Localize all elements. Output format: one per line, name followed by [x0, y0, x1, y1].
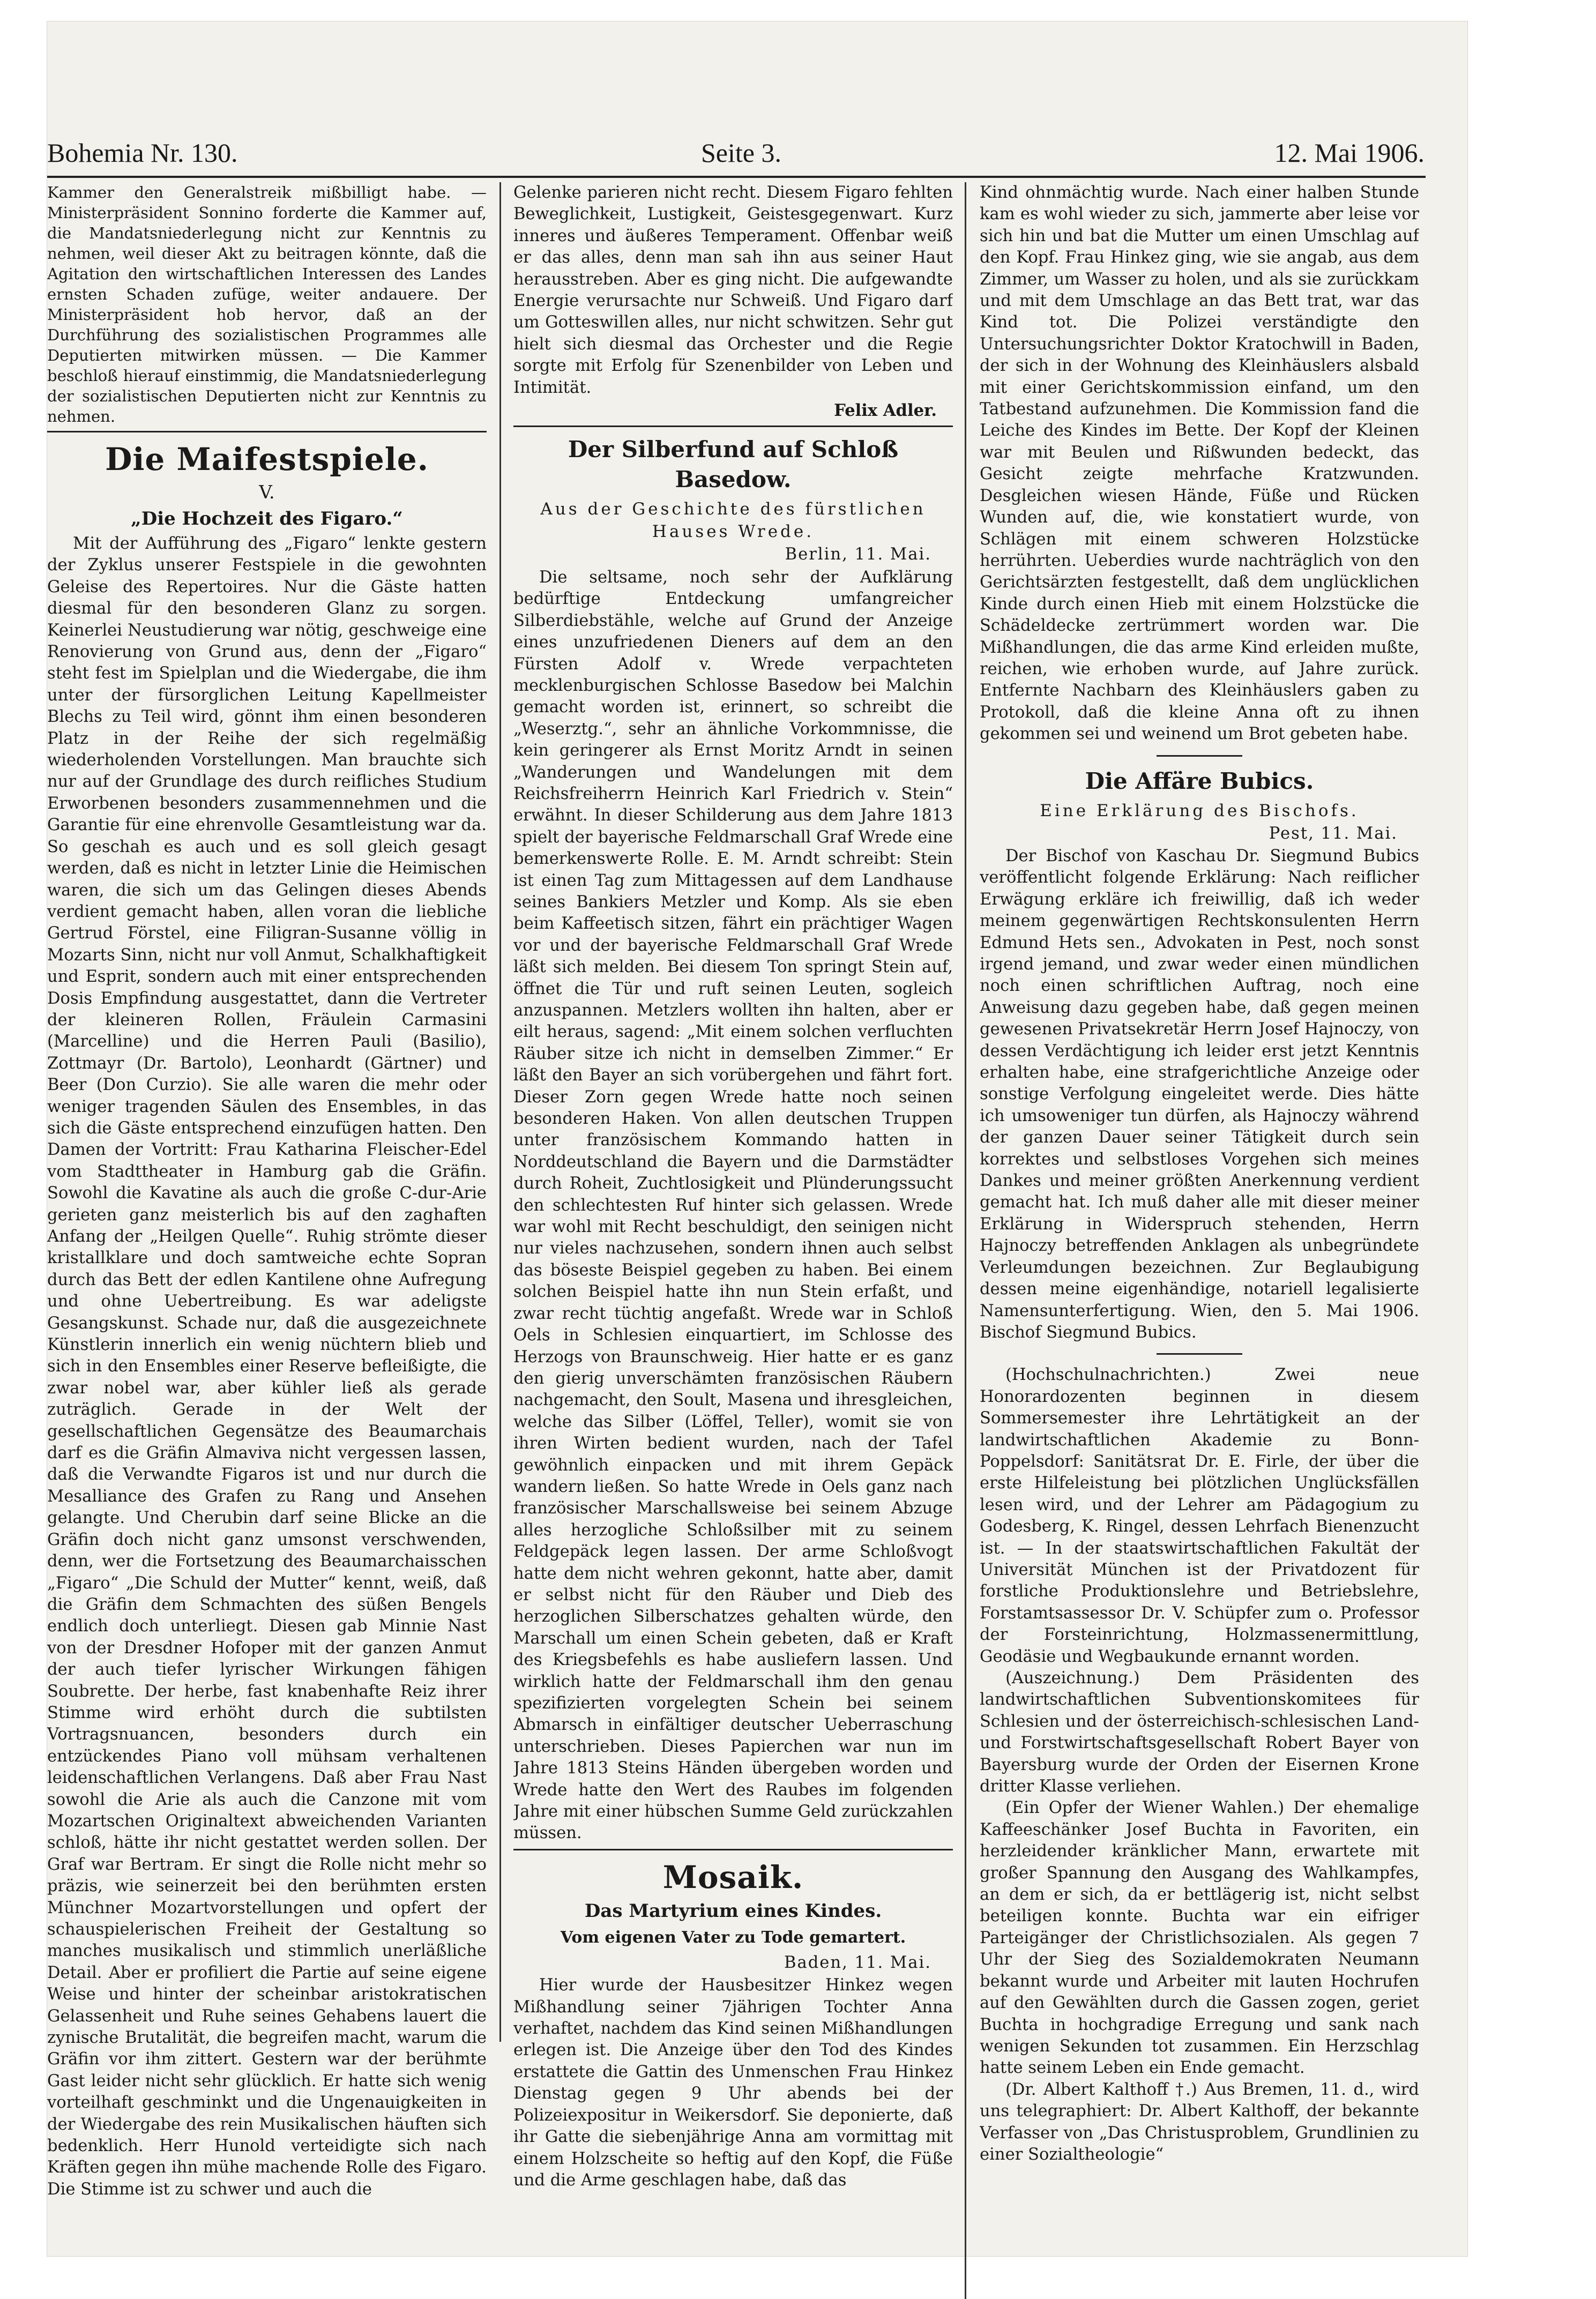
column-1: [47, 182, 487, 2203]
col2-top-text: Gelenke parieren nicht recht. Diesem Figaro fehlten Beweglichkeit, Lustigkeit, Geistesgegenwart. Kurz inneres und äußeres Temperament. Offenbar weiß er das alles, denn man sah ihn aus seiner Haut herausstreben. Aber es ging nicht. Die aufgewandte Energie verursachte nur Schweiß. Und Figaro darf um Gotteswillen alles, nur nicht schwitzen. Sehr gut hielt sich diesmal das Orchester und die Regie sorgte mit Erfolg für Szenenbilder von Leben und Intimität.: [513, 183, 953, 397]
article-dateline-berlin: Berlin, 11. Mai.: [785, 545, 931, 564]
article-paragraph: Mit der Aufführung des „Figaro“ lenkte gestern der Zyklus unserer Festspiele in die gewohnten Geleise des Repertoires. Nur die Gäste hatten diesmal für den besonderen Glanz zu sorgen. Keinerlei Neustudierung war nötig, geschweige eine Renovierung von Grund aus, denn der „Figaro“ steht fest im Spielplan und die Wiedergabe, die ihm unter der fürsorglichen Leitung Kapellmeister Blechs zu Teil wird, gönnt ihm einen besonderen Platz in der Reihe der sich regelmäßig wiederholenden Vorstellungen. Man brauchte sich nur auf der Grundlage des durch reifliches Studium Erworbenen besonders zusammennehmen und die Garantie für eine ehrenvolle Gesamtleistung war da. So geschah es auch und es soll gleich gesagt werden, daß es nicht in letzter Linie die Heimischen waren, die sich um das Gelingen dieses Abends verdient gemacht haben, allen voran die liebliche Gertrud Förstel, eine Filigran-Susanne völlig in Mozarts Sinn, nicht nur voll Anmut, Schalkhaftigkeit und Esprit, sondern auch mit einer entsprechenden Dosis Empfindung ausgestattet, dann die Vertreter der kleineren Rollen, Fräulein Carmasini (Marcelline) und die Herren Pauli (Basilio), Zottmayr (Dr. Bartolo), Leonhardt (Gärtner) und Beer (Don Curzio). Sie alle waren die mehr oder weniger tragenden Säulen des Ensembles, in das sich die Gäste entsprechend einzufügen hatten. Den Damen der Vortritt: Frau Katharina Fleischer-Edel vom Stadttheater in Hamburg gab die Gräfin. Sowohl die Kavatine als auch die große C-dur-Arie gerieten ganz meisterlich bis auf den zaghaften Anfang der „Heilgen Quelle“. Ruhig strömte dieser kristallklare und doch samtweiche echte Sopran durch das Bett der edlen Kantilene ohne Aufregung und ohne Uebertreibung. Es war adeligste Gesangskunst. Schade nur, daß die ausgezeichnete Künstlerin innerlich ein wenig nüchtern blieb und sich in den Ensembles einer Reserve befleißigte, die zwar nobel war, aber kühler ließ als gerade zuträglich. Gerade in der Welt der gesellschaftlichen Gegensätze des Beaumarchais darf es die Gräfin Almaviva nicht vergessen lassen, daß die Verwandte Figaros ist und nur durch die Mesalliance des Grafen zu Rang und Ansehen gelangte. Und Cherubin darf seine Blicke an die Gräfin doch nicht ganz umsonst verschwenden, denn, wer die Fortsetzung des Beaumarchaisschen „Figaro“ „Die Schuld der Mutter“ kennt, weiß, daß die Gräfin dem Schmachten des süßen Bengels endlich doch unterliegt. Diesen gab Minnie Nast von der Dresdner Hofoper mit der ganzen Anmut der auch tiefer lyrischer Wirkungen fähigen Soubrette. Der herbe, fast knabenhafte Reiz ihrer Stimme wird erhöht durch die subtilsten Vortragsnuancen, besonders durch ein entzückendes Piano voll mühsam verhaltenen leidenschaftlichen Verlangens. Daß aber Frau Nast sowohl die Arie als auch die Canzone mit vom Mozartschen Originaltext abweichenden Varianten schloß, hätte ihr nicht gestattet werden sollen. Der Graf war Bertram. Er singt die Rolle nicht mehr so präzis, wie seinerzeit bei den berühmten ersten Münchner Mozartvorstellungen und opfert der schauspielerischen Freiheit der Gestaltung so manches musikalisch und stimmlich unerläßliche Detail. Aber er profiliert die Partie auf seine eigene Weise und hinter der scheinbar aristokratischen Gelassenheit und Ruhe seines Gehabens lauert die zynische Brutalität, die begreifen macht, warum die Gräfin vor ihm zittert. Gestern war der berühmte Gast leider nicht sehr glücklich. Er hatte sich wenig vorteilhaft geschminkt und die Ungenauigkeiten in der Wiedergabe des rein Musikalischen häuften sich bedenklich. Herr Hunold verteidigte sich nach Kräften gegen ihn mühe machende Rolle des Figaro. Die Stimme ist zu schwer und auch die: [47, 534, 487, 2199]
article-subtitle-bischof: Eine Erklärung des Bischofs.: [1040, 801, 1359, 820]
column-3: [980, 182, 1419, 2203]
col3-top-text: Kind ohnmächtig wurde. Nach einer halben Stunde kam es wohl wieder zu sich, jammerte aber leise vor sich hin und bat die Mutter um einen Umschlag auf den Kopf. Frau Hinkez ging, wie sie angab, aus dem Zimmer, um Wasser zu holen, und als sie zurückkam und mit dem Umschlage an das Bett trat, war das Kind tot. Die Polizei verständigte den Untersuchungsrichter Doktor Kratochwill in Baden, der sich in der Wohnung des Kleinhäuslers alsbald mit einer Gerichtskommission einfand, um den Tatbestand aufzunehmen. Die Kommission fand die Leiche des Kindes im Bette. Der Kopf der Kleinen war mit Beulen und Rißwunden bedeckt, das Gesicht zeigte mehrfache Kratzwunden. Desgleichen wiesen Hände, Füße und Rücken Wunden auf, die, wie konstatiert wurde, von Schlägen mit einem schweren Holzstücke herrührten. Ueberdies wurde nachträglich von den Gerichtsärzten festgestellt, daß dem unglücklichen Kinde durch einen Hieb mit einem Holzstücke die Schädeldecke zertrümmert worden war. Die Mißhandlungen, die das arme Kind erleiden mußte, reichen, wie erhoben wurde, auf Jahre zurück. Entfernte Nachbarn des Kleinhäuslers gaben zu Protokoll, daß die kleine Anna oft zu ihnen gekommen sei und weinend um Brot gebeten habe.: [980, 183, 1419, 744]
header-page-number: Seite 3.: [701, 138, 781, 168]
news-note: (Dr. Albert Kalthoff †.) Aus Bremen, 11. d., wird uns telegraphiert: Dr. Albert Kalthoff, der bekannte Verfasser von „Das Christusproblem, Grundlinien zu einer Sozialtheologie“: [980, 2080, 1419, 2164]
section-rule: [513, 1849, 953, 1850]
page-header: [47, 133, 1425, 176]
header-rule: [47, 176, 1426, 178]
column-divider-2: [965, 182, 966, 2299]
article-paragraph: Die seltsame, noch sehr der Aufklärung bedürftige Entdeckung umfangreicher Silberdiebstähle, welche auf Grund der Anzeige eines unzufriedenen Dieners auf dem an den Fürsten Adolf v. Wrede verpachteten mecklenburgischen Schlosse Basedow bei Malchin gemacht worden ist, erinnert, so schreibt die „Weserztg.“, sehr an ähnliche Vorkommnisse, die kein geringerer als Ernst Moritz Arndt in seinen „Wanderungen und Wandelungen mit dem Reichsfreiherrn Heinrich Karl Friedrich v. Stein“ erwähnt. In dieser Schilderung aus dem Jahre 1813 spielt der bayerische Feldmarschall Graf Wrede eine bemerkenswerte Rolle. E. M. Arndt schreibt: Stein ist einen Tag zum Mittagessen auf dem Landhause seines Bankiers Metzler und Komp. Als sie eben beim Kaffeetisch sitzen, fährt ein prächtiger Wagen vor und der bayerische Feldmarschall Graf Wrede läßt sich melden. Bei diesem Ton springt Stein auf, öffnet die Tür und ruft seinen Leuten, sogleich anzuspannen. Metzlers wollten ihn halten, aber er eilt heraus, sagend: „Mit einem solchen verfluchten Räuber sitze ich nicht in demselben Zimmer.“ Er läßt den Bayer an sich vorübergehen und fährt fort. Dieser Zorn gegen Wrede hatte noch seinen besonderen Haken. Von allen deutschen Truppen unter französischem Kommando hatten in Norddeutschland die Bayern und die Darmstädter durch Roheit, Zuchtlosigkeit und Plünderungssucht den schlechtesten Ruf hinter sich gelassen. Wrede war wohl mit Recht beschuldigt, den seinigen nicht nur vieles nachzusehen, sondern ihnen auch selbst das böseste Beispiel gegeben zu haben. Bei einem solchen Beispiel hatte ihn nun Stein erfaßt, und zwar recht tüchtig angefaßt. Wrede war in Schloß Oels in Schlesien einquartiert, im Schlosse des Herzogs von Braunschweig. Hier hatte er es ganz den gierig unverschämten französischen Räubern nachgemacht, den Soult, Masena und ihresgleichen, welche das Silber (Löffel, Teller), womit sie von ihren Wirten bedient wurden, nach der Tafel gewöhnlich einpacken und mit ihrem Gepäck wandern ließen. So hatte Wrede in Oels ganz nach französischer Marschallsweise bei seinem Abzuge alles herzogliche Schloßsilber mit zu seinem Feldgepäck legen lassen. Der arme Schloßvogt hatte dem nicht wehren gekonnt, hatte aber, damit er selbst nicht für den Räuber und Dieb des herzoglichen Silberschatzes gehalten würde, den Marschall um einen Schein gebeten, daß er Kraft des Kriegsbefehls es habe ausliefern lassen. Und wirklich hatte der Feldmarschall ihm den genau spezifizierten vorgelegten Schein bei seinem Abmarsch in einfältiger deutscher Ueberraschung unterschrieben. Dieses Papierchen war nun im Jahre 1813 Steins Händen übergeben worden und Wrede hatte den Wert des Raubes im folgenden Jahre mit einer hübschen Summe Geld zurückzahlen müssen.: [513, 568, 953, 1843]
col1-top-text: Kammer den Generalstreik mißbilligt habe. — Ministerpräsident Sonnino forderte die Kammer auf, die Mandatsniederlegung nicht zur Kenntnis zu nehmen, weil dieser Akt zu beitragen könnte, daß die Agitation den wirtschaftlichen Interessen des Landes ernsten Schaden zufüge, weiter andauere. Der Ministerpräsident hob hervor, daß an der Durchführung des sozialistischen Programmes alle Deputierten mitwirken müssen. — Die Kammer beschloß hierauf einstimmig, die Mandatsniederlegung der sozialistischen Deputierten nicht zur Kenntnis zu nehmen.: [47, 183, 487, 426]
article-title-silberfund: Der Silberfund auf Schloß Basedow.: [568, 436, 899, 493]
article-paragraph: Der Bischof von Kaschau Dr. Siegmund Bubics veröffentlicht folgende Erklärung: Nach reiflicher Erwägung erkläre ich freiwillig, daß ich weder meinem gegenwärtigen Rechtskonsulenten Herrn Edmund Hets sen., Advokaten in Pest, noch sonst irgend jemand, und zwar weder einen mündlichen noch einen schriftlichen Auftrag, noch eine Anweisung dazu gegeben habe, daß gegen meinen gewesenen Privatsekretär Herrn Josef Hajnoczy, von dessen Verdächtigung ich leider erst jetzt Kenntnis erhalten habe, eine strafgerichtliche Anzeige oder sonstige Verfolgung eingeleitet werde. Dies hätte ich umsoweniger tun dürfen, als Hajnoczy während der ganzen Dauer seiner Tätigkeit durch sein korrektes und selbstloses Vorgehen sich meines Dankes und meiner größten Anerkennung verdient gemacht hat. Ich muß daher alle mit dieser meiner Erklärung in Widerspruch stehenden, Herrn Hajnoczy betreffenden Anklagen als unbegründete Verleumdungen bezeichnen. Zur Beglaubigung dessen meine eigenhändige, notariell legalisierte Namensunterfertigung. Wien, den 5. Mai 1906. Bischof Siegmund Bubics.: [980, 846, 1419, 1342]
article-title-bubics: Die Affäre Bubics.: [1085, 767, 1314, 794]
section-rule: [513, 426, 953, 427]
article-subtitle-figaro: „Die Hochzeit des Figaro.“: [131, 508, 403, 529]
author-signature: Felix Adler.: [834, 401, 937, 421]
column-2: [513, 182, 953, 2203]
article-paragraph: Hier wurde der Hausbesitzer Hinkez wegen Mißhandlung seiner 7jährigen Tochter Anna verhaftet, nachdem das Kind seinen Mißhandlungen erlegen ist. Die Anzeige über den Tod des Kindes erstattete die Gattin des Unmenschen Frau Hinkez Dienstag gegen 9 Uhr abends bei der Polizeiexpositur in Weikersdorf. Sie deponierte, daß ihr Gatte die siebenjährige Anna am vormittag mit einem Holzscheite so heftig auf den Kopf, die Füße und die Arme geschlagen habe, daß das: [513, 1976, 953, 2190]
header-date: 12. Mai 1906.: [1274, 138, 1425, 168]
article-subtitle-wrede: Aus der Geschichte des fürstlichen Hauses Wrede.: [540, 499, 926, 542]
section-rule: [47, 431, 487, 432]
article-dateline-baden: Baden, 11. Mai.: [784, 1953, 931, 1972]
article-dateline-pest: Pest, 11. Mai.: [1269, 824, 1398, 843]
article-subtitle-vater: Vom eigenen Vater zu Tode gemartert.: [560, 1928, 906, 1947]
news-note: (Auszeichnung.) Dem Präsidenten des landwirtschaftlichen Subventionskomitees für Schlesien und der österreichisch-schlesischen Land- und Forstwirtschaftsgesellschaft Robert Bayer von Bayersburg wurde der Orden der Eisernen Krone dritter Klasse verliehen.: [980, 1669, 1419, 1796]
article-title-martyrium: Das Martyrium eines Kindes.: [584, 1900, 882, 1922]
news-note: (Ein Opfer der Wiener Wahlen.) Der ehemalige Kaffeeschänker Josef Buchta in Favoriten, ein herzleidender kränklicher Mann, erwartete mit großer Spannung den Ausgang des Wahlkampfes, an dem er sich, da er bettlägerig ist, nicht selbst beteiligen konnte. Buchta war ein eifriger Parteigänger der Christlichsozialen. Als gegen 7 Uhr der Sieg des Sozialdemokraten Neumann bekannt wurde und Arbeiter mit lauten Hochrufen auf den Gewählten durch die Gassen zogen, geriet Buchta in hochgradige Erregung und sank nach wenigen Sekunden tot zusammen. Ein Herzschlag hatte seinem Leben ein Ende gemacht.: [980, 1798, 1419, 2078]
header-publication: Bohemia Nr. 130.: [47, 138, 238, 168]
article-title-maifestspiele: Die Maifestspiele.: [105, 441, 429, 477]
section-title-mosaik: Mosaik.: [662, 1858, 804, 1895]
news-note: (Hochschulnachrichten.) Zwei neue Honorardozenten beginnen in diesem Sommersemester ihre Lehrtätigkeit an der landwirtschaftlichen Akademie zu Bonn-Poppelsdorf: Sanitätsrat Dr. E. Firle, der über die erste Hilfeleistung bei plötzlichen Unglücksfällen lesen wird, und der Lehrer am Pädagogium zu Godesberg, K. Ringel, dessen Lehrfach Bienenzucht ist. — In der staatswirtschaftlichen Fakultät der Universität München ist der Privatdozent für forstliche Produktionslehre und Betriebslehre, Forstamtsassessor Dr. V. Schüpfer zum o. Professor der Forsteinrichtung, Holzmassenermittlung, Geodäsie und Wegbaukunde ernannt worden.: [980, 1365, 1419, 1666]
article-part-number: V.: [259, 482, 275, 503]
column-divider-1: [499, 182, 501, 2042]
section-rule: [1157, 1353, 1242, 1355]
section-rule: [1157, 755, 1242, 757]
